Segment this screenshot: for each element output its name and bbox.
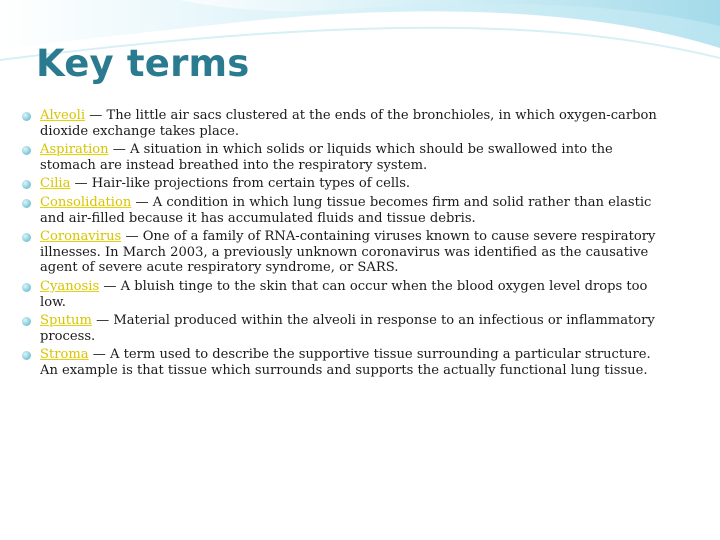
term-definition: — A condition in which lung tissue becomes firm and solid rather than elastic and air-filled because it has accumulated fluids and tissue debris. xyxy=(40,194,652,226)
term-link[interactable]: Cilia xyxy=(40,176,71,192)
term-link[interactable]: Consolidation xyxy=(40,194,132,210)
bullet-icon xyxy=(22,112,31,121)
term-definition: — One of a family of RNA-containing viruses known to cause severe respiratory illnesses. In March 2003, a previously unknown coronavirus was identified as the causative agent of severe acute respiratory syndrome, or SARS. xyxy=(40,229,656,276)
list-item xyxy=(22,229,662,276)
term-definition: — A bluish tinge to the skin that can occur when the blood oxygen level drops too low. xyxy=(40,278,648,310)
bullet-icon xyxy=(22,146,31,155)
list-item xyxy=(22,176,662,192)
term-link[interactable]: Stroma xyxy=(40,347,89,363)
term-definition: — A term used to describe the supportive tissue surrounding a particular structure. An example is that tissue which surrounds and supports the actually functional lung tissue. xyxy=(40,347,651,378)
term-definition: — A situation in which solids or liquids which should be swallowed into the stomach are instead breathed into the respiratory system. xyxy=(40,142,613,173)
key-terms-list xyxy=(22,108,662,382)
term-link[interactable]: Cyanosis xyxy=(40,278,100,294)
bullet-icon xyxy=(22,317,31,326)
list-item xyxy=(22,347,662,378)
term-link[interactable]: Coronavirus xyxy=(40,229,122,245)
bullet-icon xyxy=(22,180,31,189)
bullet-icon xyxy=(22,199,31,208)
bullet-icon xyxy=(22,233,31,242)
list-item xyxy=(22,279,662,310)
term-definition: — Material produced within the alveoli in response to an infectious or inflammatory process. xyxy=(40,313,655,344)
term-link[interactable]: Alveoli xyxy=(40,108,86,123)
bullet-icon xyxy=(22,283,31,292)
term-definition: — Hair-like projections from certain types of cells. xyxy=(70,176,411,192)
term-link[interactable]: Aspiration xyxy=(40,142,109,158)
bullet-icon xyxy=(22,351,31,360)
page-title: Key terms xyxy=(36,42,250,85)
list-item xyxy=(22,313,662,344)
list-item xyxy=(22,195,662,226)
term-link[interactable]: Sputum xyxy=(40,313,92,329)
list-item xyxy=(22,108,662,139)
list-item xyxy=(22,142,662,173)
term-definition: — The little air sacs clustered at the ends of the bronchioles, in which oxygen-carbon dioxide exchange takes place. xyxy=(40,108,657,139)
